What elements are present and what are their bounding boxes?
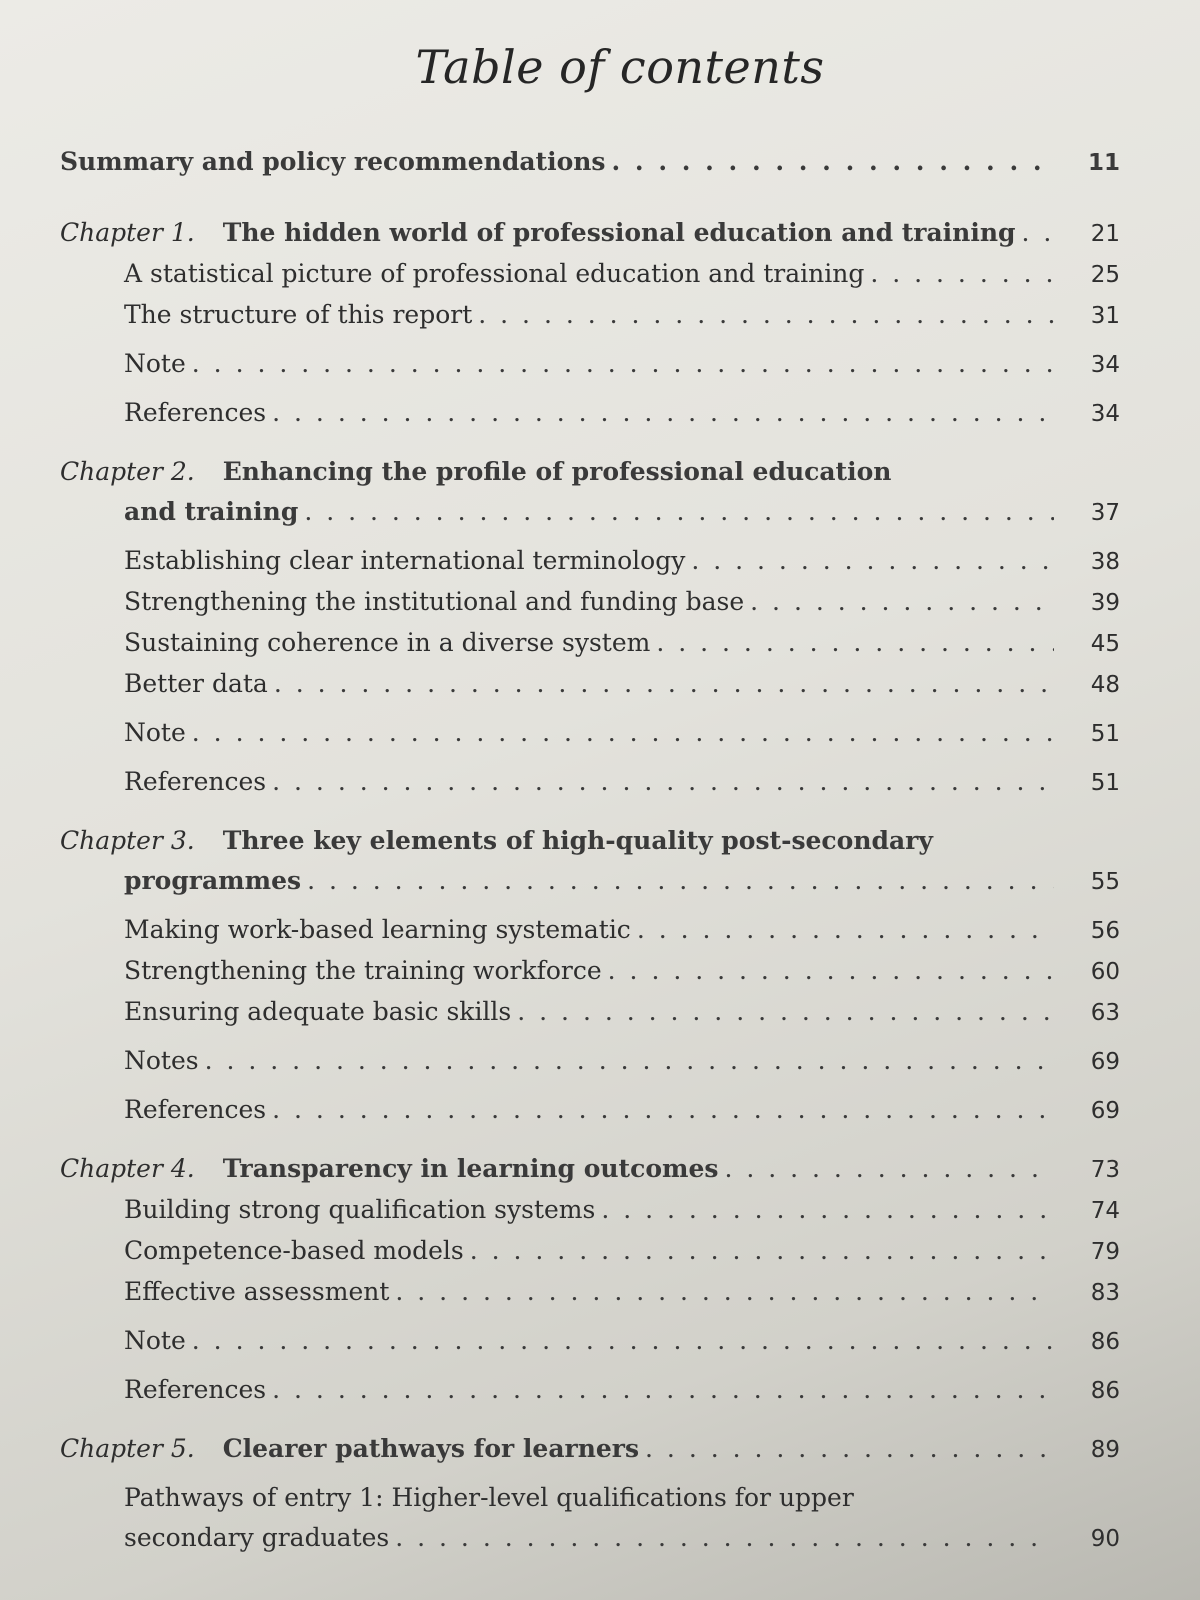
entry-label-continued: secondary graduates (124, 1523, 390, 1552)
toc-entry[interactable] (60, 582, 1120, 623)
dot-leader (608, 951, 1054, 991)
chapter-number: Chapter 3. (60, 826, 195, 855)
dot-leader (272, 762, 1054, 802)
chapter-number: Chapter 4. (60, 1154, 195, 1183)
dot-leader (272, 1090, 1054, 1130)
chapter-heading[interactable] (60, 452, 1120, 492)
entry-label: Better data (124, 669, 268, 698)
page-number: 86 (1090, 1378, 1120, 1404)
entry-label: Note (124, 349, 186, 378)
chapter-title: Enhancing the profile of professional education (222, 457, 892, 486)
dot-leader (205, 1041, 1054, 1081)
page-number: 48 (1090, 672, 1120, 698)
dot-leader (691, 541, 1054, 581)
toc-entry[interactable] (60, 254, 1120, 295)
toc-entry[interactable] (60, 1231, 1120, 1272)
chapter-1 (60, 213, 1120, 434)
toc-entry[interactable] (60, 541, 1120, 582)
dot-leader (274, 664, 1054, 704)
toc-entry[interactable] (60, 295, 1120, 336)
entry-label: References (124, 1375, 267, 1404)
dot-leader (750, 582, 1054, 622)
toc-entry[interactable] (60, 664, 1120, 705)
entry-label: Establishing clear international terminology (124, 546, 686, 575)
page-number: 34 (1090, 401, 1120, 427)
entry-label: Strengthening the institutional and funding base (124, 587, 745, 616)
entry-label: Making work-based learning systematic (124, 915, 631, 944)
chapter-title: The hidden world of professional education and training (222, 218, 1016, 247)
chapter-4 (60, 1149, 1120, 1411)
entry-label: Sustaining coherence in a diverse system (124, 628, 651, 657)
dot-leader (1022, 213, 1055, 253)
page-number: 79 (1090, 1239, 1120, 1265)
toc-entry[interactable] (60, 1272, 1120, 1313)
entry-label: Pathways of entry 1: Higher-level qualifications for upper (124, 1483, 854, 1512)
chapter-number: Chapter 2. (60, 457, 195, 486)
chapter-heading[interactable] (60, 213, 1120, 254)
chapter-heading-continued[interactable] (60, 492, 1120, 533)
entry-label: References (124, 767, 267, 796)
dot-leader (656, 623, 1054, 663)
dot-leader (307, 861, 1054, 901)
chapter-title-continued: programmes (124, 866, 302, 895)
toc-entry[interactable] (60, 1321, 1120, 1362)
dot-leader (395, 1518, 1054, 1558)
entry-label: Strengthening the training workforce (124, 956, 602, 985)
chapter-heading[interactable] (60, 821, 1120, 861)
dot-leader (601, 1190, 1054, 1230)
chapter-heading[interactable] (60, 1429, 1120, 1470)
dot-leader (395, 1272, 1054, 1312)
entry-label: Effective assessment (124, 1277, 390, 1306)
toc-entry[interactable] (60, 344, 1120, 385)
page-number: 21 (1090, 221, 1120, 247)
toc-entry[interactable] (60, 951, 1120, 992)
chapter-title-continued: and training (124, 497, 299, 526)
page-number: 69 (1090, 1098, 1120, 1124)
toc-entry[interactable] (60, 1090, 1120, 1131)
dot-leader (517, 992, 1054, 1032)
toc-entry[interactable] (60, 623, 1120, 664)
toc-entry[interactable] (60, 713, 1120, 754)
page-number: 83 (1090, 1280, 1120, 1306)
dot-leader (192, 344, 1054, 384)
dot-leader (637, 910, 1054, 950)
toc-entry-continued[interactable] (60, 1518, 1120, 1559)
toc-entry[interactable] (60, 910, 1120, 951)
chapter-2 (60, 452, 1120, 803)
entry-label: Note (124, 718, 186, 747)
entry-label: Notes (124, 1046, 199, 1075)
dot-leader (272, 1370, 1054, 1410)
page-number: 11 (1087, 150, 1120, 176)
entry-label: A statistical picture of professional education and training (124, 259, 865, 288)
entry-label: Summary and policy recommendations (60, 147, 606, 176)
chapter-5 (60, 1429, 1120, 1559)
toc-entry[interactable] (60, 393, 1120, 434)
entry-label: Competence-based models (124, 1236, 464, 1265)
chapter-title: Three key elements of high-quality post-secondary (222, 826, 933, 855)
chapter-title: Transparency in learning outcomes (222, 1154, 719, 1183)
toc-entry[interactable] (60, 1190, 1120, 1231)
page-number: 56 (1090, 918, 1120, 944)
dot-leader (192, 1321, 1054, 1361)
dot-leader (645, 1429, 1054, 1469)
page-number: 60 (1090, 959, 1120, 985)
page-number: 55 (1090, 869, 1120, 895)
chapter-number: Chapter 1. (60, 218, 195, 247)
toc-entry[interactable] (60, 1478, 1120, 1518)
dot-leader (724, 1149, 1054, 1189)
chapter-title: Clearer pathways for learners (222, 1434, 640, 1463)
page-number: 90 (1090, 1526, 1120, 1552)
entry-label: Ensuring adequate basic skills (124, 997, 512, 1026)
toc-entry[interactable] (60, 992, 1120, 1033)
dot-leader (470, 1231, 1054, 1271)
entry-label: References (124, 1095, 267, 1124)
toc-entry-summary[interactable] (60, 142, 1120, 183)
dot-leader (870, 254, 1054, 294)
dot-leader (192, 713, 1054, 753)
toc-entry[interactable] (60, 762, 1120, 803)
page-number: 51 (1090, 721, 1120, 747)
chapter-number: Chapter 5. (60, 1434, 195, 1463)
entry-label: Building strong qualification systems (124, 1195, 596, 1224)
page-number: 63 (1090, 1000, 1120, 1026)
chapter-heading-continued[interactable] (60, 861, 1120, 902)
page-number: 31 (1090, 303, 1120, 329)
page-number: 51 (1090, 770, 1120, 796)
page-number: 25 (1090, 262, 1120, 288)
page-number: 45 (1090, 631, 1120, 657)
dot-leader (304, 492, 1054, 532)
toc-entry[interactable] (60, 1370, 1120, 1411)
page-number: 69 (1090, 1049, 1120, 1075)
chapter-heading[interactable] (60, 1149, 1120, 1190)
page-title: Table of contents (415, 40, 825, 94)
toc-entry[interactable] (60, 1041, 1120, 1082)
page-number: 73 (1090, 1157, 1120, 1183)
dot-leader (478, 295, 1054, 335)
dot-leader (612, 142, 1054, 182)
toc-page (60, 40, 1120, 1577)
page-number: 38 (1090, 549, 1120, 575)
page-number: 34 (1090, 352, 1120, 378)
page-number: 37 (1090, 500, 1120, 526)
entry-label: References (124, 398, 267, 427)
dot-leader (272, 393, 1054, 433)
entry-label: Note (124, 1326, 186, 1355)
page-number: 89 (1090, 1437, 1120, 1463)
entry-label: The structure of this report (124, 300, 473, 329)
page-number: 39 (1090, 590, 1120, 616)
page-number: 86 (1090, 1329, 1120, 1355)
page-number: 74 (1090, 1198, 1120, 1224)
chapter-3 (60, 821, 1120, 1131)
